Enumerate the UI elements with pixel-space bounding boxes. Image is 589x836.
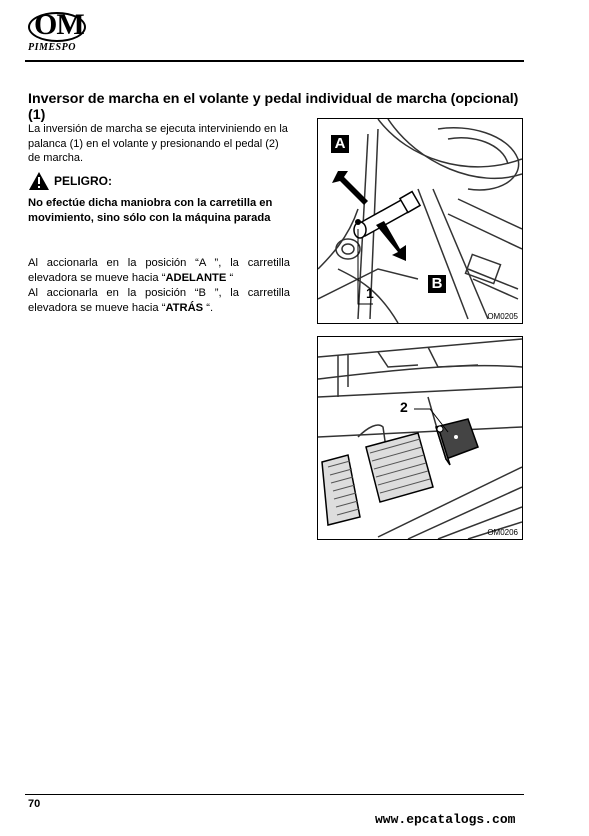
figure-code: OM0206: [487, 528, 518, 537]
figure-steering-lever: [317, 118, 523, 324]
section-title: Inversor de marcha en el volante y pedal individual de marcha (opcional) (1): [28, 91, 519, 123]
brand-logo: [28, 10, 88, 56]
position-b-direction: ATRÁS: [165, 301, 204, 314]
label-position-a: A: [331, 135, 349, 153]
danger-text: No efectúe dicha maniobra con la carretilla en movimiento, sino sólo con la máquina parada: [28, 197, 273, 224]
header-rule: [25, 60, 524, 62]
logo-main-text: OM: [34, 8, 84, 41]
page-number: 70: [28, 798, 41, 810]
footer-rule: [25, 794, 524, 795]
position-a-prefix: Al accionarla en la posición “A ”, la carretilla elevadora se mueve hacia “: [28, 257, 290, 284]
figure-pedal: [317, 336, 523, 540]
position-a-paragraph: [28, 256, 290, 285]
danger-notice: [28, 171, 112, 191]
position-b-suffix: “.: [203, 301, 214, 314]
danger-label: PELIGRO:: [54, 174, 113, 188]
position-b-prefix: Al accionarla en la posición “B ”, la carretilla elevadora se mueve hacia “: [28, 287, 290, 314]
position-b-paragraph: [28, 286, 290, 315]
pedal-illustration: [318, 337, 522, 539]
intro-paragraph: La inversión de marcha se ejecuta interviniendo en la palanca (1) en el volante y presionando el pedal (2) de marcha.: [28, 123, 288, 164]
position-a-suffix: “: [226, 271, 234, 284]
position-a-direction: ADELANTE: [165, 271, 227, 284]
logo-sub-text: PIMESPO: [28, 42, 76, 53]
label-pedal-2: 2: [400, 399, 408, 415]
footer-url[interactable]: www.epcatalogs.com: [375, 812, 516, 827]
label-lever-1: 1: [366, 285, 374, 301]
warning-icon: [28, 171, 50, 191]
figure-code: OM0205: [487, 312, 518, 321]
label-position-b: B: [428, 275, 446, 293]
